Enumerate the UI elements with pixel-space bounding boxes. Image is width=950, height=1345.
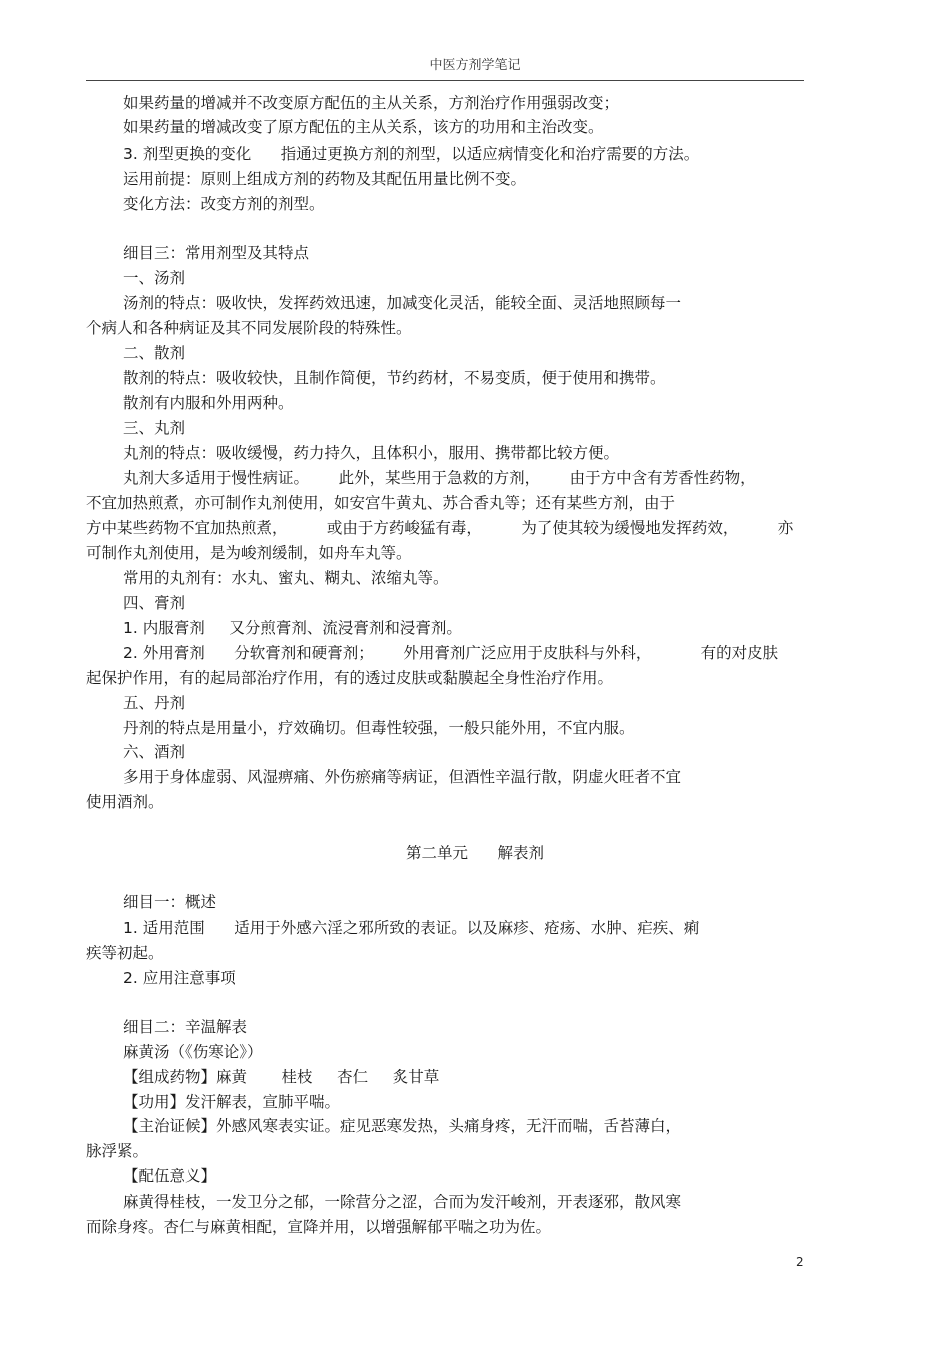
text-line: 2. 外用膏剂 分软膏剂和硬膏剂； 外用膏剂广泛应用于皮肤科与外科， 有的对皮肤 (123, 644, 779, 662)
text-line: 【功用】发汗解表，宣肺平喘。 (123, 1093, 341, 1111)
page-header-title: 中医方剂学笔记 (429, 58, 521, 73)
text-line: 而除身疼。杏仁与麻黄相配，宣降并用，以增强解郁平喘之功为佐。 (86, 1218, 552, 1236)
subsection-heading: 二、散剂 (123, 344, 186, 362)
text-line: 丹剂的特点是用量小，疗效确切。但毒性较强，一般只能外用，不宜内服。 (123, 719, 635, 737)
text-line: 脉浮紧。 (86, 1142, 149, 1160)
text-line: 可制作丸剂使用，是为峻剂缓制，如舟车丸等。 (86, 544, 412, 562)
text-line: 丸剂的特点：吸收缓慢，药力持久，且体积小，服用、携带都比较方便。 (123, 444, 620, 462)
section-heading: 细目一：概述 (123, 893, 217, 911)
text-line: 【配伍意义】 (123, 1167, 217, 1185)
text-line: 多用于身体虚弱、风湿痹痛、外伤瘀痛等病证，但酒性辛温行散，阴虚火旺者不宜 (123, 768, 682, 786)
text-line: 变化方法：改变方剂的剂型。 (123, 195, 325, 213)
text-line: 常用的丸剂有：水丸、蜜丸、糊丸、浓缩丸等。 (123, 569, 449, 587)
text-line: 如果药量的增减改变了原方配伍的主从关系，该方的功用和主治改变。 (123, 118, 604, 136)
page-number: 2 (796, 1255, 804, 1269)
section-heading: 细目三：常用剂型及其特点 (123, 244, 310, 262)
text-line: 个病人和各种病证及其不同发展阶段的特殊性。 (86, 319, 412, 337)
text-line: 丸剂大多适用于慢性病证。 此外，某些用于急救的方剂， 由于方中含有芳香性药物， (123, 469, 756, 487)
text-line: 散剂的特点：吸收较快，且制作简便，节约药材，不易变质，便于使用和携带。 (123, 369, 666, 387)
text-line: 1. 适用范围 适用于外感六淫之邪所致的表证。以及麻疹、疮疡、水肿、疟疾、痢 (123, 919, 700, 937)
text-line: 1. 内服膏剂 又分煎膏剂、流浸膏剂和浸膏剂。 (123, 619, 462, 637)
subsection-heading: 一、汤剂 (123, 269, 186, 287)
text-line: 如果药量的增减并不改变原方配伍的主从关系，方剂治疗作用强弱改变； (123, 94, 620, 112)
subsection-heading: 六、酒剂 (123, 743, 186, 761)
section-heading: 细目二：辛温解表 (123, 1018, 248, 1036)
text-line: 【主治证候】外感风寒表实证。症见恶寒发热，头痛身疼，无汗而喘，舌苔薄白， (123, 1117, 682, 1135)
text-line: 疾等初起。 (86, 944, 164, 962)
text-line: 不宜加热煎煮，亦可制作丸剂使用，如安宫牛黄丸、苏合香丸等；还有某些方剂，由于 (86, 494, 676, 512)
text-line: 麻黄得桂枝，一发卫分之郁，一除营分之涩，合而为发汗峻剂，开表逐邪，散风寒 (123, 1193, 682, 1211)
text-line: 汤剂的特点：吸收快，发挥药效迅速，加减变化灵活，能较全面、灵活地照顾每一 (123, 294, 682, 312)
text-line: 3. 剂型更换的变化 指通过更换方剂的剂型，以适应病情变化和治疗需要的方法。 (123, 145, 700, 163)
subsection-heading: 四、膏剂 (123, 594, 186, 612)
formula-title: 麻黄汤（《伤寒论》） (123, 1043, 263, 1061)
text-line: 使用酒剂。 (86, 793, 164, 811)
header-divider (86, 80, 804, 81)
text-line: 散剂有内服和外用两种。 (123, 394, 294, 412)
subsection-heading: 五、丹剂 (123, 694, 186, 712)
text-line: 2. 应用注意事项 (123, 969, 236, 987)
text-line: 起保护作用，有的起局部治疗作用，有的透过皮肤或黏膜起全身性治疗作用。 (86, 669, 614, 687)
subsection-heading: 三、丸剂 (123, 419, 186, 437)
text-line: 【组成药物】麻黄 桂枝 杏仁 炙甘草 (123, 1068, 440, 1086)
text-line: 方中某些药物不宜加热煎煮， 或由于方药峻猛有毒， 为了使其较为缓慢地发挥药效， 亦 (86, 519, 794, 537)
unit-title: 第二单元 解表剂 (405, 844, 545, 862)
text-line: 运用前提：原则上组成方剂的药物及其配伍用量比例不变。 (123, 170, 527, 188)
